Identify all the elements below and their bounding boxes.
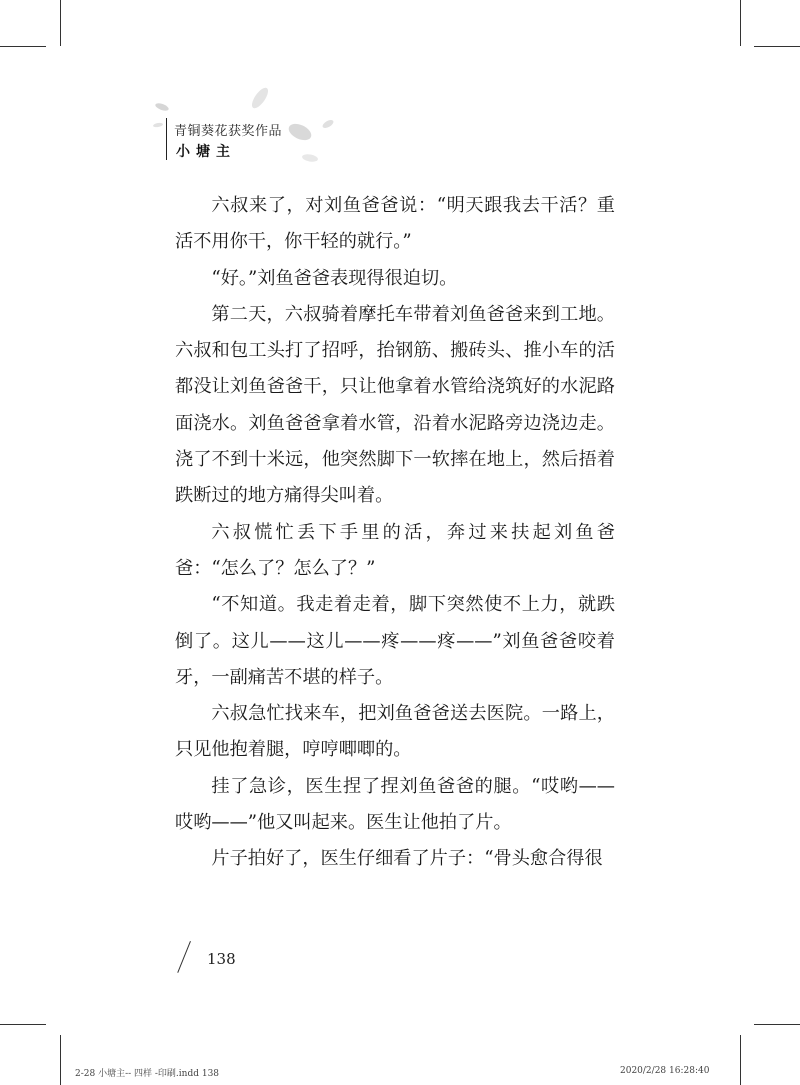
crop-mark bbox=[0, 46, 46, 47]
paragraph: “好。”刘鱼爸爸表现得很迫切。 bbox=[211, 267, 458, 289]
paragraph: 片子拍好了，医生仔细看了片子：“骨头愈合得很 bbox=[211, 848, 603, 870]
print-slug-datetime: 2020/2/28 16:28:40 bbox=[620, 1066, 710, 1076]
folio-slash bbox=[177, 941, 191, 973]
paragraph: 六叔急忙找来车，把刘鱼爸爸送去医院。一路上，只见他抱着腿，哼哼唧唧的。 bbox=[175, 703, 615, 761]
paragraph: 六叔来了，对刘鱼爸爸说：“明天跟我去干活？重活不用你干，你干轻的就行。” bbox=[175, 195, 615, 253]
book-title: 小塘主 bbox=[176, 144, 236, 160]
crop-mark bbox=[754, 1024, 800, 1025]
crop-mark bbox=[60, 1035, 61, 1085]
body-text bbox=[175, 188, 615, 878]
paragraph: 挂了急诊，医生捏了捏刘鱼爸爸的腿。“哎哟——哎哟——”他又叫起来。医生让他拍了片。 bbox=[175, 775, 615, 834]
crop-mark bbox=[754, 46, 800, 47]
paragraph: 第二天，六叔骑着摩托车带着刘鱼爸爸来到工地。六叔和包工头打了招呼，抬钢筋、搬砖头、推小车的活都没让刘鱼爸爸干，只让他拿着水管给浇筑好的水泥路面浇水。刘鱼爸爸拿着水管，沿着水泥路旁边浇边走。浇了不到十米远，他突然脚下一软摔在地上，然后捂着跌断过的地方痛得尖叫着。 bbox=[175, 303, 615, 507]
paragraph: 六叔慌忙丢下手里的活，奔过来扶起刘鱼爸爸：“怎么了？怎么了？” bbox=[175, 521, 615, 579]
crop-mark bbox=[740, 1035, 741, 1085]
series-title: 青铜葵花获奖作品 bbox=[174, 124, 283, 139]
page-number: 138 bbox=[207, 950, 236, 968]
crop-mark bbox=[740, 0, 741, 46]
crop-mark bbox=[60, 0, 61, 46]
paragraph: “不知道。我走着走着，脚下突然使不上力，就跌倒了。这儿——这儿——疼——疼——”刘鱼爸爸咬着牙，一副痛苦不堪的样子。 bbox=[175, 594, 615, 688]
header-divider bbox=[166, 118, 167, 160]
crop-mark bbox=[0, 1024, 46, 1025]
print-slug-file: 2-28 小塘主-- 四样 -印刷.indd 138 bbox=[75, 1069, 220, 1079]
